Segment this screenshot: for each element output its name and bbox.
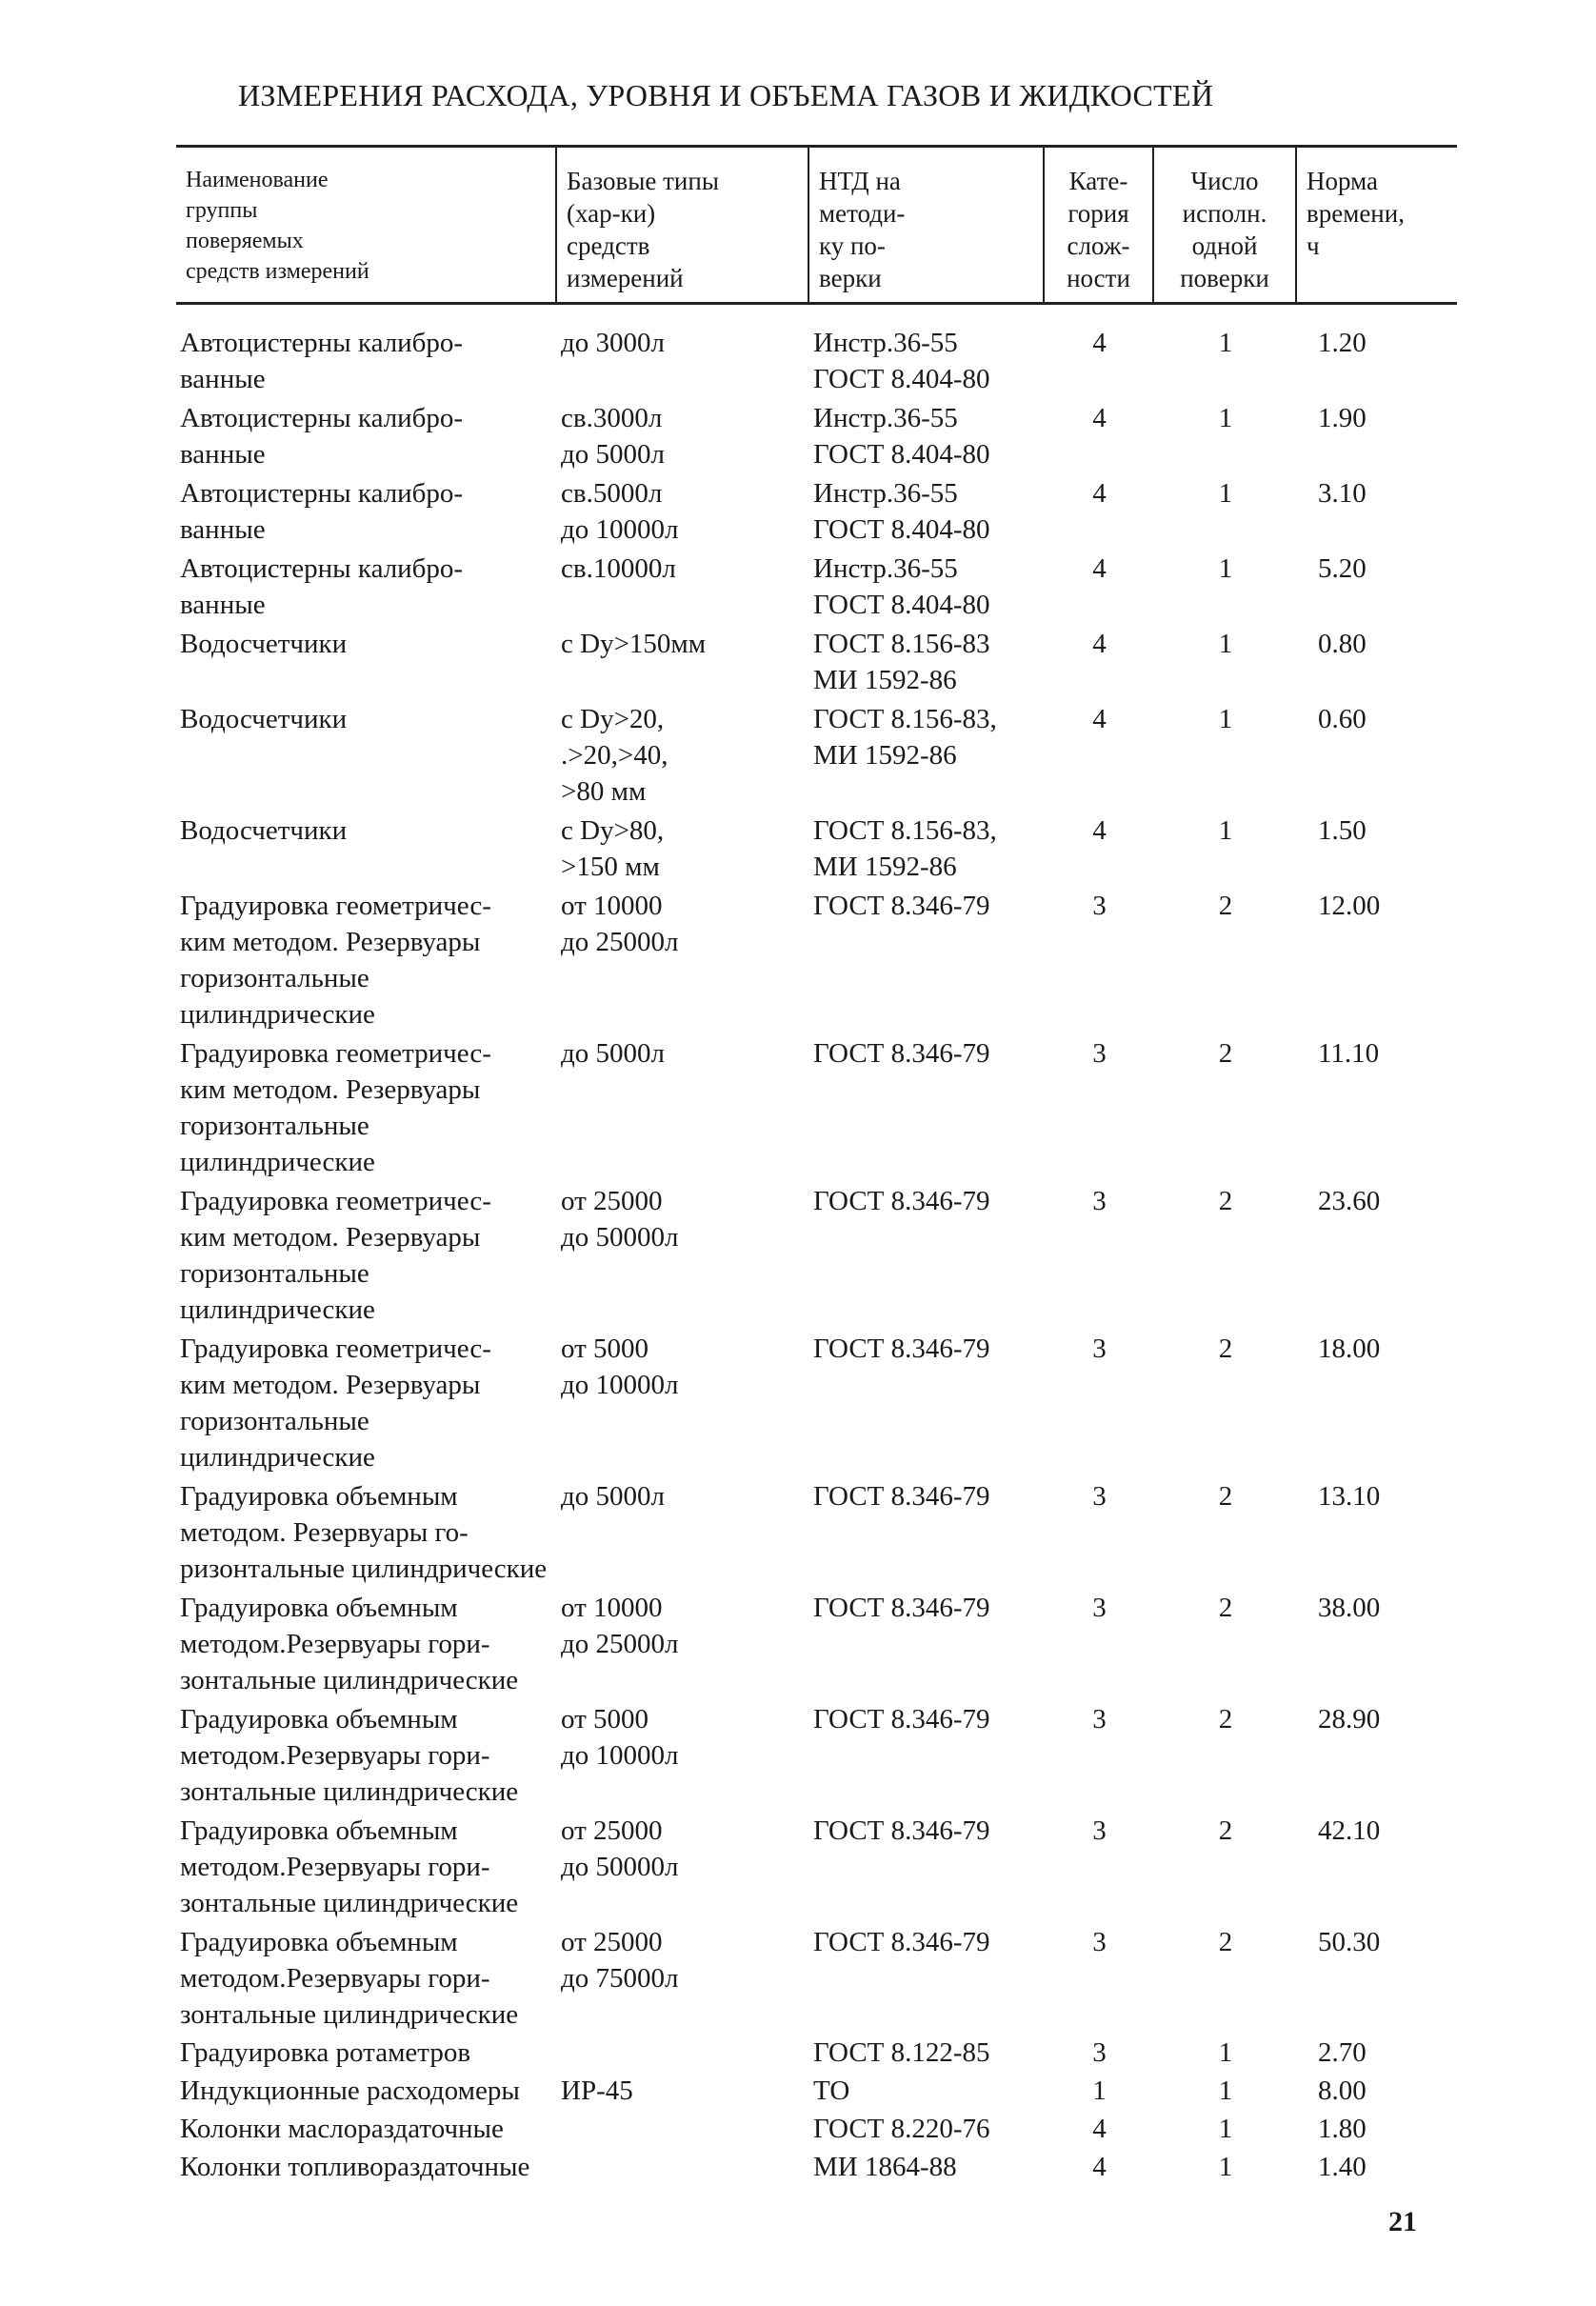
cell-group-name: Автоцистерны калибро- ванные [180, 403, 464, 470]
cell-time-norm: 11.10 [1318, 1038, 1380, 1069]
cell-group-name: Градуировка объемным методом.Резервуары гори- зонтальные цилиндрические [180, 1593, 519, 1695]
cell-time-norm: 1.20 [1318, 328, 1367, 358]
table-row [176, 325, 1457, 397]
table-row [176, 1590, 1457, 1698]
table-row [176, 2112, 1457, 2147]
cell-base-type: с Dy>80, >150 мм [561, 815, 665, 882]
cell-executors: 2 [1218, 1038, 1233, 1069]
cell-ntd: ГОСТ 8.156-83, МИ 1592-86 [813, 815, 997, 882]
cell-category: 3 [1092, 1927, 1107, 1957]
norms-table [176, 145, 1457, 2185]
cell-category: 4 [1092, 553, 1107, 584]
cell-group-name: Водосчетчики [180, 704, 348, 734]
page-number: 21 [1388, 2206, 1417, 2237]
cell-ntd: ГОСТ 8.156-83 МИ 1592-86 [813, 629, 990, 695]
cell-ntd: ГОСТ 8.346-79 [813, 1038, 990, 1069]
table-header [176, 145, 1457, 305]
cell-executors: 1 [1218, 2075, 1233, 2106]
table-row [176, 888, 1457, 1033]
cell-executors: 1 [1218, 478, 1233, 509]
cell-group-name: Колонки топливораздаточные [180, 2152, 530, 2182]
cell-ntd: ГОСТ 8.346-79 [813, 1704, 990, 1735]
cell-ntd: ГОСТ 8.346-79 [813, 1186, 990, 1216]
cell-group-name: Водосчетчики [180, 629, 348, 659]
cell-category: 3 [1092, 1186, 1107, 1216]
cell-group-name: Автоцистерны калибро- ванные [180, 478, 464, 545]
cell-category: 3 [1092, 1333, 1107, 1364]
table-row [176, 2150, 1457, 2185]
cell-executors: 2 [1218, 1186, 1233, 1216]
cell-time-norm: 28.90 [1318, 1704, 1381, 1735]
cell-category: 4 [1092, 2114, 1107, 2144]
cell-base-type [557, 2150, 809, 2185]
cell-category: 3 [1092, 1815, 1107, 1846]
cell-executors: 1 [1218, 2152, 1233, 2182]
cell-ntd: ГОСТ 8.156-83, МИ 1592-86 [813, 704, 997, 771]
cell-category: 1 [1092, 2075, 1107, 2106]
cell-ntd: ГОСТ 8.346-79 [813, 1815, 990, 1846]
table-row [176, 812, 1457, 885]
page-title: ИЗМЕРЕНИЯ РАСХОДА, УРОВНЯ И ОБЪЕМА ГАЗОВ И ЖИДКОСТЕЙ [238, 78, 1214, 112]
cell-executors: 2 [1218, 1704, 1233, 1735]
cell-ntd: МИ 1864-88 [813, 2152, 957, 2182]
cell-base-type: ИР-45 [561, 2075, 633, 2106]
cell-group-name: Градуировка геометричес- ким методом. Резервуары горизонтальные цилиндрические [180, 1038, 491, 1177]
cell-group-name: Градуировка объемным методом. Резервуары го- ризонтальные цилиндрические [180, 1481, 548, 1584]
cell-base-type: св.3000л до 5000л [561, 403, 665, 470]
cell-group-name: Градуировка ротаметров [180, 2037, 471, 2068]
header-executors: Число исполн. одной поверки [1154, 148, 1297, 302]
cell-time-norm: 0.60 [1318, 704, 1367, 734]
cell-time-norm: 42.10 [1318, 1815, 1381, 1846]
cell-executors: 2 [1218, 891, 1233, 921]
table-row [176, 2074, 1457, 2109]
table-row [176, 551, 1457, 623]
cell-time-norm: 1.50 [1318, 815, 1367, 846]
table-row [176, 475, 1457, 548]
cell-category: 4 [1092, 403, 1107, 433]
cell-category: 4 [1092, 704, 1107, 734]
cell-ntd: ТО [813, 2075, 850, 2106]
cell-base-type: св.5000л до 10000л [561, 478, 679, 545]
cell-executors: 1 [1218, 2037, 1233, 2068]
cell-base-type [557, 2035, 809, 2071]
cell-category: 3 [1092, 1704, 1107, 1735]
cell-ntd: ГОСТ 8.220-76 [813, 2114, 990, 2144]
table-row [176, 1183, 1457, 1328]
header-group-name: Наименование группы поверяемых средств измерений [176, 148, 557, 302]
cell-group-name: Водосчетчики [180, 815, 348, 846]
cell-base-type: до 5000л [561, 1481, 665, 1512]
cell-time-norm: 12.00 [1318, 891, 1381, 921]
cell-group-name: Градуировка геометричес- ким методом. Резервуары горизонтальные цилиндрические [180, 1186, 491, 1325]
cell-time-norm: 18.00 [1318, 1333, 1381, 1364]
cell-executors: 1 [1218, 704, 1233, 734]
cell-category: 4 [1092, 2152, 1107, 2182]
cell-base-type: св.10000л [561, 553, 676, 584]
cell-category: 4 [1092, 478, 1107, 509]
cell-ntd: ГОСТ 8.346-79 [813, 1333, 990, 1364]
cell-time-norm: 38.00 [1318, 1593, 1381, 1623]
cell-ntd: Инстр.36-55 ГОСТ 8.404-80 [813, 328, 990, 394]
cell-ntd: ГОСТ 8.346-79 [813, 891, 990, 921]
cell-base-type: с Dy>20, .>20,>40, >80 мм [561, 704, 668, 807]
cell-group-name: Градуировка объемным методом.Резервуары гори- зонтальные цилиндрические [180, 1704, 519, 1807]
table-row [176, 1924, 1457, 2033]
cell-executors: 2 [1218, 1927, 1233, 1957]
cell-base-type: от 10000 до 25000л [561, 1593, 679, 1659]
cell-group-name: Автоцистерны калибро- ванные [180, 328, 464, 394]
cell-executors: 1 [1218, 328, 1233, 358]
header-category: Кате- гория слож- ности [1045, 148, 1154, 302]
cell-executors: 1 [1218, 553, 1233, 584]
cell-base-type: до 3000л [561, 328, 665, 358]
cell-ntd: Инстр.36-55 ГОСТ 8.404-80 [813, 403, 990, 470]
table-row [176, 1478, 1457, 1587]
cell-group-name: Градуировка геометричес- ким методом. Резервуары горизонтальные цилиндрические [180, 891, 491, 1030]
cell-time-norm: 5.20 [1318, 553, 1367, 584]
cell-base-type: от 5000 до 10000л [561, 1333, 679, 1400]
cell-base-type: с Dy>150мм [561, 629, 707, 659]
cell-ntd: ГОСТ 8.346-79 [813, 1481, 990, 1512]
cell-group-name: Градуировка объемным методом.Резервуары гори- зонтальные цилиндрические [180, 1815, 519, 1918]
cell-ntd: ГОСТ 8.122-85 [813, 2037, 990, 2068]
cell-executors: 2 [1218, 1333, 1233, 1364]
table-row [176, 1701, 1457, 1810]
cell-base-type [557, 2112, 809, 2147]
cell-base-type: от 25000 до 75000л [561, 1927, 679, 1994]
cell-time-norm: 50.30 [1318, 1927, 1381, 1957]
cell-time-norm: 13.10 [1318, 1481, 1381, 1512]
cell-base-type: от 25000 до 50000л [561, 1186, 679, 1253]
cell-ntd: Инстр.36-55 ГОСТ 8.404-80 [813, 553, 990, 620]
header-ntd: НТД на методи- ку по- верки [809, 148, 1045, 302]
cell-ntd: Инстр.36-55 ГОСТ 8.404-80 [813, 478, 990, 545]
cell-group-name: Индукционные расходомеры [180, 2075, 520, 2106]
cell-executors: 2 [1218, 1593, 1233, 1623]
cell-time-norm: 1.90 [1318, 403, 1367, 433]
cell-time-norm: 3.10 [1318, 478, 1367, 509]
cell-executors: 1 [1218, 2114, 1233, 2144]
cell-category: 3 [1092, 1038, 1107, 1069]
cell-base-type: от 10000 до 25000л [561, 891, 679, 957]
cell-base-type: от 5000 до 10000л [561, 1704, 679, 1771]
cell-time-norm: 1.40 [1318, 2152, 1367, 2182]
cell-category: 3 [1092, 2037, 1107, 2068]
header-time-norm: Норма времени, ч [1307, 167, 1405, 260]
cell-executors: 2 [1218, 1815, 1233, 1846]
cell-executors: 2 [1218, 1481, 1233, 1512]
table-row [176, 1813, 1457, 1921]
cell-time-norm: 0.80 [1318, 629, 1367, 659]
table-row [176, 1331, 1457, 1475]
cell-base-type: от 25000 до 50000л [561, 1815, 679, 1882]
cell-group-name: Градуировка объемным методом.Резервуары гори- зонтальные цилиндрические [180, 1927, 519, 2030]
cell-group-name: Колонки маслораздаточные [180, 2114, 504, 2144]
cell-category: 3 [1092, 1481, 1107, 1512]
cell-group-name: Автоцистерны калибро- ванные [180, 553, 464, 620]
cell-category: 4 [1092, 328, 1107, 358]
cell-time-norm: 23.60 [1318, 1186, 1381, 1216]
cell-time-norm: 1.80 [1318, 2114, 1367, 2144]
cell-group-name: Градуировка геометричес- ким методом. Резервуары горизонтальные цилиндрические [180, 1333, 491, 1473]
cell-time-norm: 2.70 [1318, 2037, 1367, 2068]
cell-category: 3 [1092, 1593, 1107, 1623]
cell-executors: 1 [1218, 815, 1233, 846]
cell-category: 4 [1092, 815, 1107, 846]
cell-executors: 1 [1218, 629, 1233, 659]
table-row [176, 626, 1457, 698]
cell-ntd: ГОСТ 8.346-79 [813, 1593, 990, 1623]
cell-base-type: до 5000л [561, 1038, 665, 1069]
table-row [176, 2035, 1457, 2071]
cell-time-norm: 8.00 [1318, 2075, 1367, 2106]
table-row [176, 1035, 1457, 1180]
header-base-types: Базовые типы (хар-ки) средств измерений [557, 148, 809, 302]
table-body [176, 305, 1457, 2185]
table-row [176, 701, 1457, 810]
cell-category: 4 [1092, 629, 1107, 659]
cell-ntd: ГОСТ 8.346-79 [813, 1927, 990, 1957]
cell-executors: 1 [1218, 403, 1233, 433]
table-row [176, 400, 1457, 472]
cell-category: 3 [1092, 891, 1107, 921]
